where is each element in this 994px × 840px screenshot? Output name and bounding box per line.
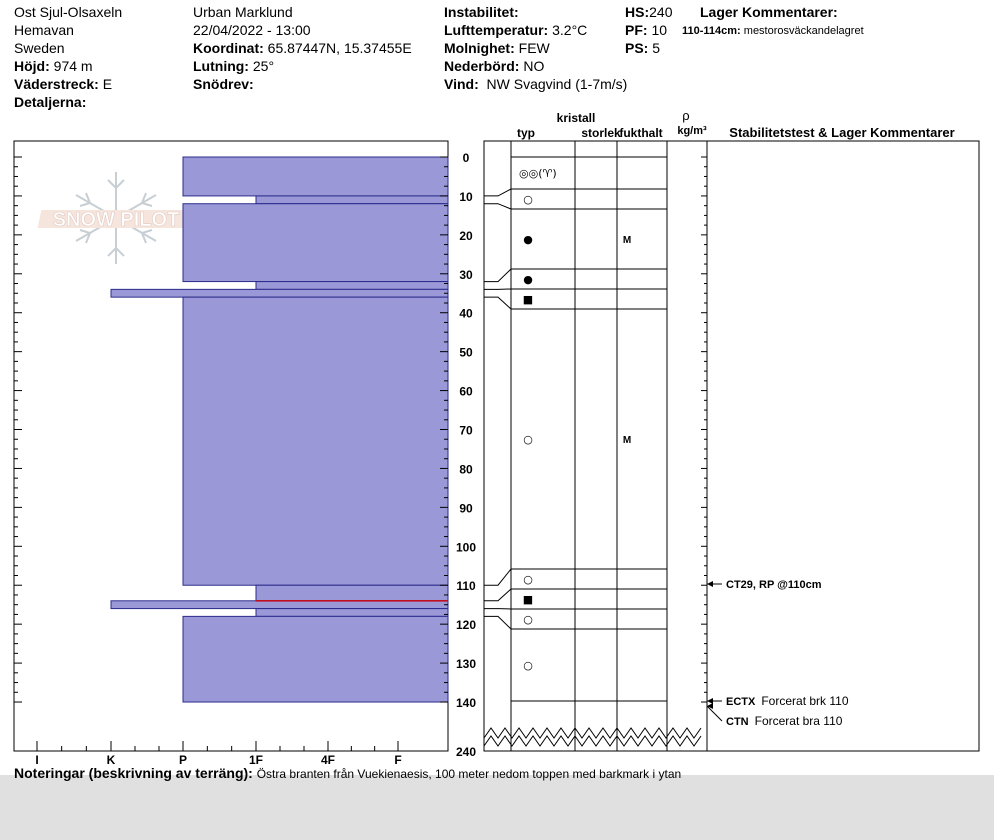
test-result: Forcerat bra 110 bbox=[754, 714, 843, 728]
depth-break-marker bbox=[484, 728, 701, 746]
hardness-layer-bar bbox=[183, 157, 448, 196]
bottom-bar bbox=[0, 775, 994, 840]
layer-comments-title: Lager Kommentarer: bbox=[700, 4, 838, 20]
test-pointer bbox=[707, 706, 722, 721]
test-code: ECTX bbox=[726, 696, 756, 708]
layer-connector bbox=[484, 189, 511, 196]
test-code: CT29, RP @110cm bbox=[726, 579, 822, 591]
stability-test bbox=[726, 579, 822, 591]
break-zigzag-lower bbox=[484, 736, 701, 746]
depth-label: 40 bbox=[459, 306, 473, 321]
col-density-unit: kg/m³ bbox=[677, 125, 707, 137]
hardness-layer-bar bbox=[183, 616, 448, 702]
col-storlek: storlek bbox=[581, 126, 621, 140]
precip-row: Nederbörd: NO bbox=[444, 58, 545, 74]
grain-symbol: ◎◎(♈) bbox=[519, 167, 557, 180]
logo-text: SNOW PILOT bbox=[52, 209, 180, 231]
hardness-layer-bar bbox=[183, 297, 448, 585]
grain-symbol: ○ bbox=[523, 193, 533, 206]
table-frame bbox=[484, 141, 979, 751]
country-name: Sweden bbox=[14, 40, 65, 56]
aspect-row: Väderstreck: E bbox=[14, 76, 113, 92]
test-code: CTN bbox=[726, 716, 749, 728]
layer-connector bbox=[484, 589, 511, 601]
pf-row: PF: 10 bbox=[625, 22, 668, 38]
layer-connector bbox=[484, 297, 511, 309]
depth-end-label: 240 bbox=[455, 745, 477, 759]
grain-symbol: ■ bbox=[522, 593, 534, 606]
depth-label: 110 bbox=[456, 579, 476, 594]
moisture-code: M bbox=[622, 435, 632, 446]
depth-label: 140 bbox=[455, 696, 477, 711]
col-typ: typ bbox=[517, 126, 535, 140]
instability-row: Instabilitet: bbox=[444, 4, 519, 20]
depth-label: 80 bbox=[459, 462, 473, 477]
depth-label: 90 bbox=[459, 501, 473, 516]
stability-tests bbox=[707, 579, 849, 728]
hardness-tick-label: K bbox=[106, 753, 116, 767]
hardness-layer-bar bbox=[256, 196, 448, 204]
test-arrowhead bbox=[707, 698, 713, 704]
hardness-layers bbox=[111, 157, 448, 702]
hardness-layer-bar bbox=[256, 609, 448, 617]
airtemp-row: Lufttemperatur: 3.2°C bbox=[444, 22, 588, 38]
hardness-layer-bar bbox=[111, 601, 448, 609]
col-rho: ρ bbox=[682, 108, 690, 123]
drift-row: Snödrev: bbox=[193, 76, 254, 92]
depth-label: 30 bbox=[459, 267, 473, 282]
test-result: Forcerat brk 110 bbox=[761, 694, 849, 708]
grain-symbol: ■ bbox=[522, 293, 534, 306]
layer-connector bbox=[484, 269, 511, 282]
col-kristall: kristall bbox=[556, 111, 596, 125]
stability-test bbox=[726, 694, 849, 708]
depth-label: 50 bbox=[459, 345, 473, 360]
coordinate-row: Koordinat: 65.87447N, 15.37455E bbox=[193, 40, 412, 56]
break-zigzag-upper bbox=[484, 728, 701, 738]
hs-row: HS:240 bbox=[625, 4, 673, 20]
grain-symbol: ○ bbox=[523, 613, 533, 626]
hardness-tick-label: 1F bbox=[248, 753, 264, 767]
elevation-row: Höjd: 974 m bbox=[14, 58, 93, 74]
terrain-notes: Noteringar (beskrivning av terräng): Östra branten från Vuekienaesis, 100 meter nedom toppen med barkmark i ytan bbox=[14, 766, 682, 781]
grain-symbol: ○ bbox=[523, 433, 533, 446]
hardness-ticks bbox=[35, 741, 401, 767]
table-column-lines bbox=[511, 141, 707, 751]
ps-row: PS: 5 bbox=[625, 40, 661, 56]
grain-symbol: ● bbox=[523, 233, 533, 246]
observation-datetime: 22/04/2022 - 13:00 bbox=[193, 22, 311, 38]
slope-row: Lutning: 25° bbox=[193, 58, 275, 74]
col-stability: Stabilitetstest & Lager Kommentarer bbox=[729, 125, 955, 140]
snowpilot-logo bbox=[38, 172, 194, 264]
location-name: Ost Sjul-Olsaxeln bbox=[14, 4, 123, 20]
test-arrowhead bbox=[707, 581, 713, 587]
test-arrowhead bbox=[707, 703, 713, 709]
depth-label: 0 bbox=[462, 151, 470, 165]
wind-row: Vind: NW Svagvind (1-7m/s) bbox=[444, 76, 628, 92]
depth-label: 60 bbox=[459, 384, 473, 399]
clouds-row: Molnighet: FEW bbox=[444, 40, 550, 56]
depth-label: 70 bbox=[459, 423, 473, 438]
hardness-tick-label: I bbox=[35, 753, 39, 767]
grain-symbol: ○ bbox=[523, 573, 533, 586]
depth-label: 130 bbox=[455, 657, 477, 672]
stability-test bbox=[726, 714, 843, 728]
hardness-layer-bar bbox=[256, 282, 448, 290]
depth-label: 100 bbox=[455, 540, 477, 555]
hardness-layer-bar bbox=[183, 204, 448, 282]
hardness-layer-bar bbox=[256, 585, 448, 601]
hardness-tick-label: F bbox=[394, 753, 402, 767]
depth-label: 120 bbox=[455, 618, 477, 633]
layer-connector bbox=[484, 616, 511, 629]
layer-connector bbox=[484, 204, 511, 209]
hardness-tick-label: 4F bbox=[320, 753, 336, 767]
moisture-code: M bbox=[622, 235, 632, 246]
grain-symbol: ○ bbox=[523, 659, 533, 672]
depth-label: 10 bbox=[459, 189, 473, 204]
layer-connector bbox=[484, 569, 511, 585]
layer-comment-row: 110-114cm: mestorosväckandelagret bbox=[682, 25, 864, 37]
col-fukthalt: fukthalt bbox=[619, 126, 663, 140]
grain-symbol: ● bbox=[523, 273, 533, 286]
hardness-layer-bar bbox=[111, 289, 448, 297]
observer-name: Urban Marklund bbox=[193, 4, 293, 20]
depth-label: 20 bbox=[459, 228, 473, 243]
region-name: Hemavan bbox=[14, 22, 74, 38]
hardness-tick-label: P bbox=[178, 753, 188, 767]
details-label: Detaljerna: bbox=[14, 94, 87, 110]
